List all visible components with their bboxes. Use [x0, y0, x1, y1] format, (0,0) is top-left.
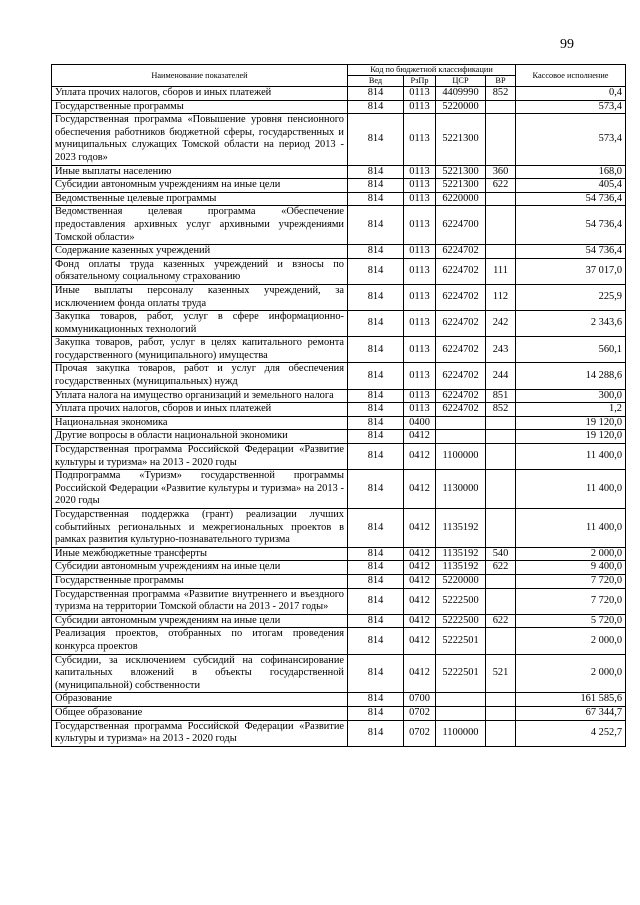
row-name: Уплата прочих налогов, сборов и иных платежей [52, 403, 348, 417]
table-row [52, 206, 626, 245]
row-rzpr: 0400 [404, 416, 436, 430]
row-amount: 5 720,0 [516, 614, 626, 628]
row-ved: 814 [348, 87, 404, 101]
row-amount: 573,4 [516, 114, 626, 165]
table-body [52, 87, 626, 747]
row-ved: 814 [348, 614, 404, 628]
row-name: Иные межбюджетные трансферты [52, 547, 348, 561]
row-csr: 5222501 [436, 628, 486, 654]
row-rzpr: 0412 [404, 470, 436, 509]
table-row [52, 470, 626, 509]
row-amount: 67 344,7 [516, 706, 626, 720]
row-vr [486, 100, 516, 114]
row-vr: 540 [486, 547, 516, 561]
row-rzpr: 0412 [404, 614, 436, 628]
row-rzpr: 0412 [404, 654, 436, 693]
row-name: Ведомственная целевая программа «Обеспечение предоставления архивных услуг архивными учреждениями Томской области» [52, 206, 348, 245]
row-ved: 814 [348, 100, 404, 114]
row-name: Государственная программа Российской Федерации «Развитие культуры и туризма» на 2013 - 2020 годы [52, 720, 348, 746]
table-row [52, 444, 626, 470]
row-vr [486, 416, 516, 430]
row-ved: 814 [348, 628, 404, 654]
row-ved: 814 [348, 192, 404, 206]
row-amount: 161 585,6 [516, 693, 626, 707]
row-amount: 4 252,7 [516, 720, 626, 746]
page-number: 99 [560, 37, 574, 52]
row-name: Иные выплаты населению [52, 165, 348, 179]
row-ved: 814 [348, 389, 404, 403]
row-amount: 54 736,4 [516, 192, 626, 206]
table-row [52, 245, 626, 259]
row-vr [486, 509, 516, 548]
row-vr [486, 628, 516, 654]
row-ved: 814 [348, 470, 404, 509]
table-row [52, 588, 626, 614]
row-vr: 360 [486, 165, 516, 179]
row-vr: 242 [486, 311, 516, 337]
table-row [52, 509, 626, 548]
row-name: Государственные программы [52, 100, 348, 114]
row-csr: 6224702 [436, 403, 486, 417]
row-vr: 243 [486, 337, 516, 363]
row-csr [436, 416, 486, 430]
row-name: Субсидии автономным учреждениям на иные цели [52, 179, 348, 193]
table-row [52, 430, 626, 444]
row-name: Прочая закупка товаров, работ и услуг для обеспечения государственных (муниципальных) нужд [52, 363, 348, 389]
table-row [52, 100, 626, 114]
row-csr: 5221300 [436, 165, 486, 179]
row-csr: 5222501 [436, 654, 486, 693]
row-rzpr: 0700 [404, 693, 436, 707]
row-rzpr: 0412 [404, 561, 436, 575]
row-vr: 852 [486, 403, 516, 417]
table-row [52, 165, 626, 179]
row-csr: 1130000 [436, 470, 486, 509]
row-vr: 111 [486, 258, 516, 284]
table-row [52, 192, 626, 206]
row-name: Ведомственные целевые программы [52, 192, 348, 206]
row-amount: 405,4 [516, 179, 626, 193]
row-amount: 0,4 [516, 87, 626, 101]
row-vr: 622 [486, 561, 516, 575]
row-rzpr: 0702 [404, 706, 436, 720]
table-row [52, 114, 626, 165]
row-amount: 2 343,6 [516, 311, 626, 337]
table-row [52, 337, 626, 363]
row-csr: 5221300 [436, 114, 486, 165]
row-csr: 1135192 [436, 509, 486, 548]
row-name: Подпрограмма «Туризм» государственной программы Российской Федерации «Развитие культуры и туризма» на 2013 - 2020 годы [52, 470, 348, 509]
row-name: Закупка товаров, работ, услуг в сфере информационно-коммуникационных технологий [52, 311, 348, 337]
row-csr: 5221300 [436, 179, 486, 193]
header-ved: Вед [348, 76, 404, 87]
row-csr [436, 693, 486, 707]
row-ved: 814 [348, 363, 404, 389]
row-ved: 814 [348, 403, 404, 417]
table-row [52, 547, 626, 561]
row-amount: 37 017,0 [516, 258, 626, 284]
row-ved: 814 [348, 444, 404, 470]
table-row [52, 720, 626, 746]
row-csr [436, 706, 486, 720]
row-ved: 814 [348, 561, 404, 575]
row-ved: 814 [348, 179, 404, 193]
row-vr: 521 [486, 654, 516, 693]
row-amount: 11 400,0 [516, 444, 626, 470]
row-csr: 6224700 [436, 206, 486, 245]
table-row [52, 706, 626, 720]
row-amount: 7 720,0 [516, 574, 626, 588]
row-vr [486, 470, 516, 509]
row-amount: 2 000,0 [516, 654, 626, 693]
row-name: Содержание казенных учреждений [52, 245, 348, 259]
row-rzpr: 0113 [404, 100, 436, 114]
row-csr: 1100000 [436, 720, 486, 746]
table-row [52, 693, 626, 707]
row-vr: 112 [486, 284, 516, 310]
row-rzpr: 0113 [404, 206, 436, 245]
row-vr [486, 588, 516, 614]
row-name: Государственная программа «Повышение уровня пенсионного обеспечения работников бюджетной сферы, государственных и муниципальных служащих Томской области на период 2013 - 2023 годов» [52, 114, 348, 165]
row-rzpr: 0113 [404, 87, 436, 101]
row-csr: 4409990 [436, 87, 486, 101]
row-rzpr: 0113 [404, 258, 436, 284]
row-ved: 814 [348, 430, 404, 444]
row-ved: 814 [348, 654, 404, 693]
row-amount: 14 288,6 [516, 363, 626, 389]
table-row [52, 561, 626, 575]
row-amount: 19 120,0 [516, 416, 626, 430]
table-row [52, 416, 626, 430]
header-name: Наименование показателей [52, 65, 348, 87]
table-row [52, 284, 626, 310]
row-ved: 814 [348, 311, 404, 337]
row-vr [486, 444, 516, 470]
row-rzpr: 0412 [404, 509, 436, 548]
row-ved: 814 [348, 706, 404, 720]
row-name: Уплата прочих налогов, сборов и иных платежей [52, 87, 348, 101]
table-row [52, 628, 626, 654]
row-ved: 814 [348, 245, 404, 259]
table-row [52, 403, 626, 417]
row-vr [486, 192, 516, 206]
row-ved: 814 [348, 165, 404, 179]
row-rzpr: 0412 [404, 574, 436, 588]
row-amount: 9 400,0 [516, 561, 626, 575]
row-csr: 1135192 [436, 547, 486, 561]
row-amount: 19 120,0 [516, 430, 626, 444]
row-vr: 244 [486, 363, 516, 389]
table-row [52, 654, 626, 693]
row-csr: 5222500 [436, 614, 486, 628]
row-vr: 851 [486, 389, 516, 403]
row-rzpr: 0113 [404, 403, 436, 417]
row-rzpr: 0113 [404, 389, 436, 403]
row-rzpr: 0113 [404, 245, 436, 259]
row-csr [436, 430, 486, 444]
row-ved: 814 [348, 337, 404, 363]
row-amount: 573,4 [516, 100, 626, 114]
row-csr: 6224702 [436, 245, 486, 259]
row-vr [486, 574, 516, 588]
row-amount: 54 736,4 [516, 206, 626, 245]
row-amount: 11 400,0 [516, 509, 626, 548]
row-ved: 814 [348, 416, 404, 430]
row-rzpr: 0113 [404, 165, 436, 179]
row-name: Государственная программа Российской Федерации «Развитие культуры и туризма» на 2013 - 2020 годы [52, 444, 348, 470]
row-amount: 225,9 [516, 284, 626, 310]
row-rzpr: 0113 [404, 192, 436, 206]
row-csr: 6224702 [436, 337, 486, 363]
row-csr: 5220000 [436, 100, 486, 114]
row-rzpr: 0113 [404, 363, 436, 389]
row-amount: 300,0 [516, 389, 626, 403]
row-name: Образование [52, 693, 348, 707]
row-vr [486, 706, 516, 720]
row-amount: 7 720,0 [516, 588, 626, 614]
row-rzpr: 0412 [404, 588, 436, 614]
row-amount: 560,1 [516, 337, 626, 363]
row-ved: 814 [348, 588, 404, 614]
row-vr: 622 [486, 179, 516, 193]
row-rzpr: 0113 [404, 179, 436, 193]
row-ved: 814 [348, 509, 404, 548]
header-execution: Кассовое исполнение [516, 65, 626, 87]
row-vr: 852 [486, 87, 516, 101]
row-vr [486, 693, 516, 707]
row-ved: 814 [348, 574, 404, 588]
table-row [52, 258, 626, 284]
row-ved: 814 [348, 258, 404, 284]
row-vr [486, 114, 516, 165]
row-csr: 5222500 [436, 588, 486, 614]
row-csr: 6224702 [436, 284, 486, 310]
row-name: Иные выплаты персоналу казенных учреждений, за исключением фонда оплаты труда [52, 284, 348, 310]
row-vr [486, 245, 516, 259]
row-csr: 6224702 [436, 311, 486, 337]
row-rzpr: 0113 [404, 114, 436, 165]
row-rzpr: 0412 [404, 430, 436, 444]
row-name: Реализация проектов, отобранных по итогам проведения конкурса проектов [52, 628, 348, 654]
row-name: Государственная программа «Развитие внутреннего и въездного туризма на территории Томской области на 2013 - 2017 годы» [52, 588, 348, 614]
row-name: Фонд оплаты труда казенных учреждений и взносы по обязательному социальному страхованию [52, 258, 348, 284]
row-csr: 6220000 [436, 192, 486, 206]
row-rzpr: 0412 [404, 628, 436, 654]
row-name: Субсидии автономным учреждениям на иные цели [52, 561, 348, 575]
header-code-group: Код по бюджетной классификации [348, 65, 516, 76]
row-rzpr: 0113 [404, 337, 436, 363]
row-amount: 11 400,0 [516, 470, 626, 509]
row-csr: 1100000 [436, 444, 486, 470]
row-csr: 5220000 [436, 574, 486, 588]
row-name: Уплата налога на имущество организаций и земельного налога [52, 389, 348, 403]
row-rzpr: 0412 [404, 444, 436, 470]
row-vr [486, 206, 516, 245]
table-row [52, 363, 626, 389]
row-amount: 2 000,0 [516, 547, 626, 561]
header-rzpr: РзПр [404, 76, 436, 87]
row-name: Государственная поддержка (грант) реализации лучших событийных региональных и межрегиональных проектов в рамках развития культурно-познавательного туризма [52, 509, 348, 548]
header-vr: ВР [486, 76, 516, 87]
table-row [52, 614, 626, 628]
row-ved: 814 [348, 114, 404, 165]
row-ved: 814 [348, 284, 404, 310]
row-ved: 814 [348, 693, 404, 707]
row-vr: 622 [486, 614, 516, 628]
table-row [52, 389, 626, 403]
row-csr: 6224702 [436, 363, 486, 389]
row-name: Национальная экономика [52, 416, 348, 430]
row-ved: 814 [348, 547, 404, 561]
row-rzpr: 0113 [404, 284, 436, 310]
header-csr: ЦСР [436, 76, 486, 87]
table-row [52, 574, 626, 588]
row-name: Государственные программы [52, 574, 348, 588]
row-ved: 814 [348, 206, 404, 245]
table-row [52, 179, 626, 193]
row-amount: 1,2 [516, 403, 626, 417]
row-vr [486, 720, 516, 746]
row-amount: 2 000,0 [516, 628, 626, 654]
row-rzpr: 0702 [404, 720, 436, 746]
table-row [52, 311, 626, 337]
row-ved: 814 [348, 720, 404, 746]
row-name: Закупка товаров, работ, услуг в целях капитального ремонта государственного (муниципального) имущества [52, 337, 348, 363]
row-rzpr: 0113 [404, 311, 436, 337]
row-amount: 168,0 [516, 165, 626, 179]
row-csr: 1135192 [436, 561, 486, 575]
row-vr [486, 430, 516, 444]
row-csr: 6224702 [436, 258, 486, 284]
row-name: Общее образование [52, 706, 348, 720]
row-name: Субсидии, за исключением субсидий на софинансирование капитальных вложений в объекты государственной (муниципальной) собственности [52, 654, 348, 693]
budget-table [51, 64, 626, 747]
table-row [52, 87, 626, 101]
row-amount: 54 736,4 [516, 245, 626, 259]
row-name: Другие вопросы в области национальной экономики [52, 430, 348, 444]
row-name: Субсидии автономным учреждениям на иные цели [52, 614, 348, 628]
row-csr: 6224702 [436, 389, 486, 403]
row-rzpr: 0412 [404, 547, 436, 561]
